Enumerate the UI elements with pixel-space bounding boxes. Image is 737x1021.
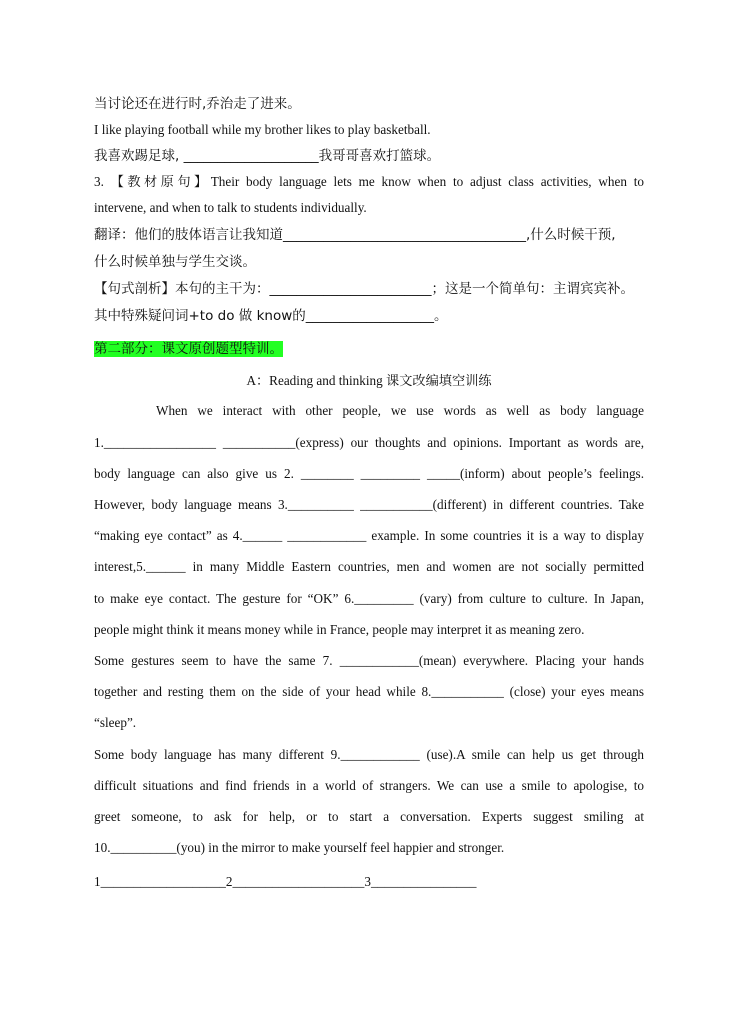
text-line: However, body language means 3.__________ ___________(different) in different countries. Take (94, 497, 644, 512)
text-line: 什么时候单独与学生交谈。 (94, 254, 256, 270)
text-line: “making eye contact” as 4.______ ____________ example. In some countries it is a way to display (94, 528, 644, 543)
text-line: people might think it means money while in France, people may interpret it as meaning zero. (94, 622, 585, 637)
text-line: 我喜欢踢足球, ____________________我哥哥喜欢打篮球。 (94, 148, 441, 164)
text-line: 10.__________(you) in the mirror to make yourself feel happier and stronger. (94, 840, 505, 855)
text-line: 3. 【教材原句】Their body language lets me know when to adjust class activities, when to (94, 174, 644, 189)
text-line: Some body language has many different 9.____________ (use).A smile can help us get through (94, 747, 644, 762)
text-line: 翻译：他们的肢体语言让我知道____________________________________,什么时候干预, (94, 227, 616, 243)
text-line: difficult situations and find friends in a world of strangers. We can use a smile to apologise, to (94, 778, 644, 793)
text-line: together and resting them on the side of your head while 8.___________ (close) your eyes means (94, 684, 644, 699)
text-line: 其中特殊疑问词+to do 做 know的___________________。 (94, 308, 448, 324)
subheading: A：Reading and thinking 课文改编填空训练 (246, 373, 492, 388)
text-line: to make eye contact. The gesture for “OK” 6._________ (vary) from culture to culture. In Japan, (94, 591, 644, 606)
text-line: I like playing football while my brother likes to play basketball. (94, 122, 431, 137)
text-line: 【句式剖析】本句的主干为：________________________；这是一个简单句：主谓宾宾补。 (94, 281, 634, 297)
text-line: When we interact with other people, we use words as well as body language (156, 403, 644, 418)
text-line: body language can also give us 2. ________ _________ _____(inform) about people’s feelings. (94, 466, 644, 481)
text-line: 当讨论还在进行时,乔治走了进来。 (94, 96, 301, 112)
section-heading (94, 340, 644, 358)
answer-blanks: 1___________________2____________________3________________ (94, 874, 477, 889)
text-line: 1._________________ ___________(express) our thoughts and opinions. Important as words are, (94, 435, 644, 450)
text-line: greet someone, to ask for help, or to start a conversation. Experts suggest smiling at (94, 809, 644, 824)
section-heading-text: 第二部分：课文原创题型特训。 (94, 341, 283, 357)
text-line: “sleep”. (94, 715, 137, 730)
text-line: interest,5.______ in many Middle Eastern countries, men and women are not socially permitted (94, 559, 644, 574)
text-line: intervene, and when to talk to students individually. (94, 200, 367, 215)
text-line: Some gestures seem to have the same 7. ____________(mean) everywhere. Placing your hands (94, 653, 644, 668)
